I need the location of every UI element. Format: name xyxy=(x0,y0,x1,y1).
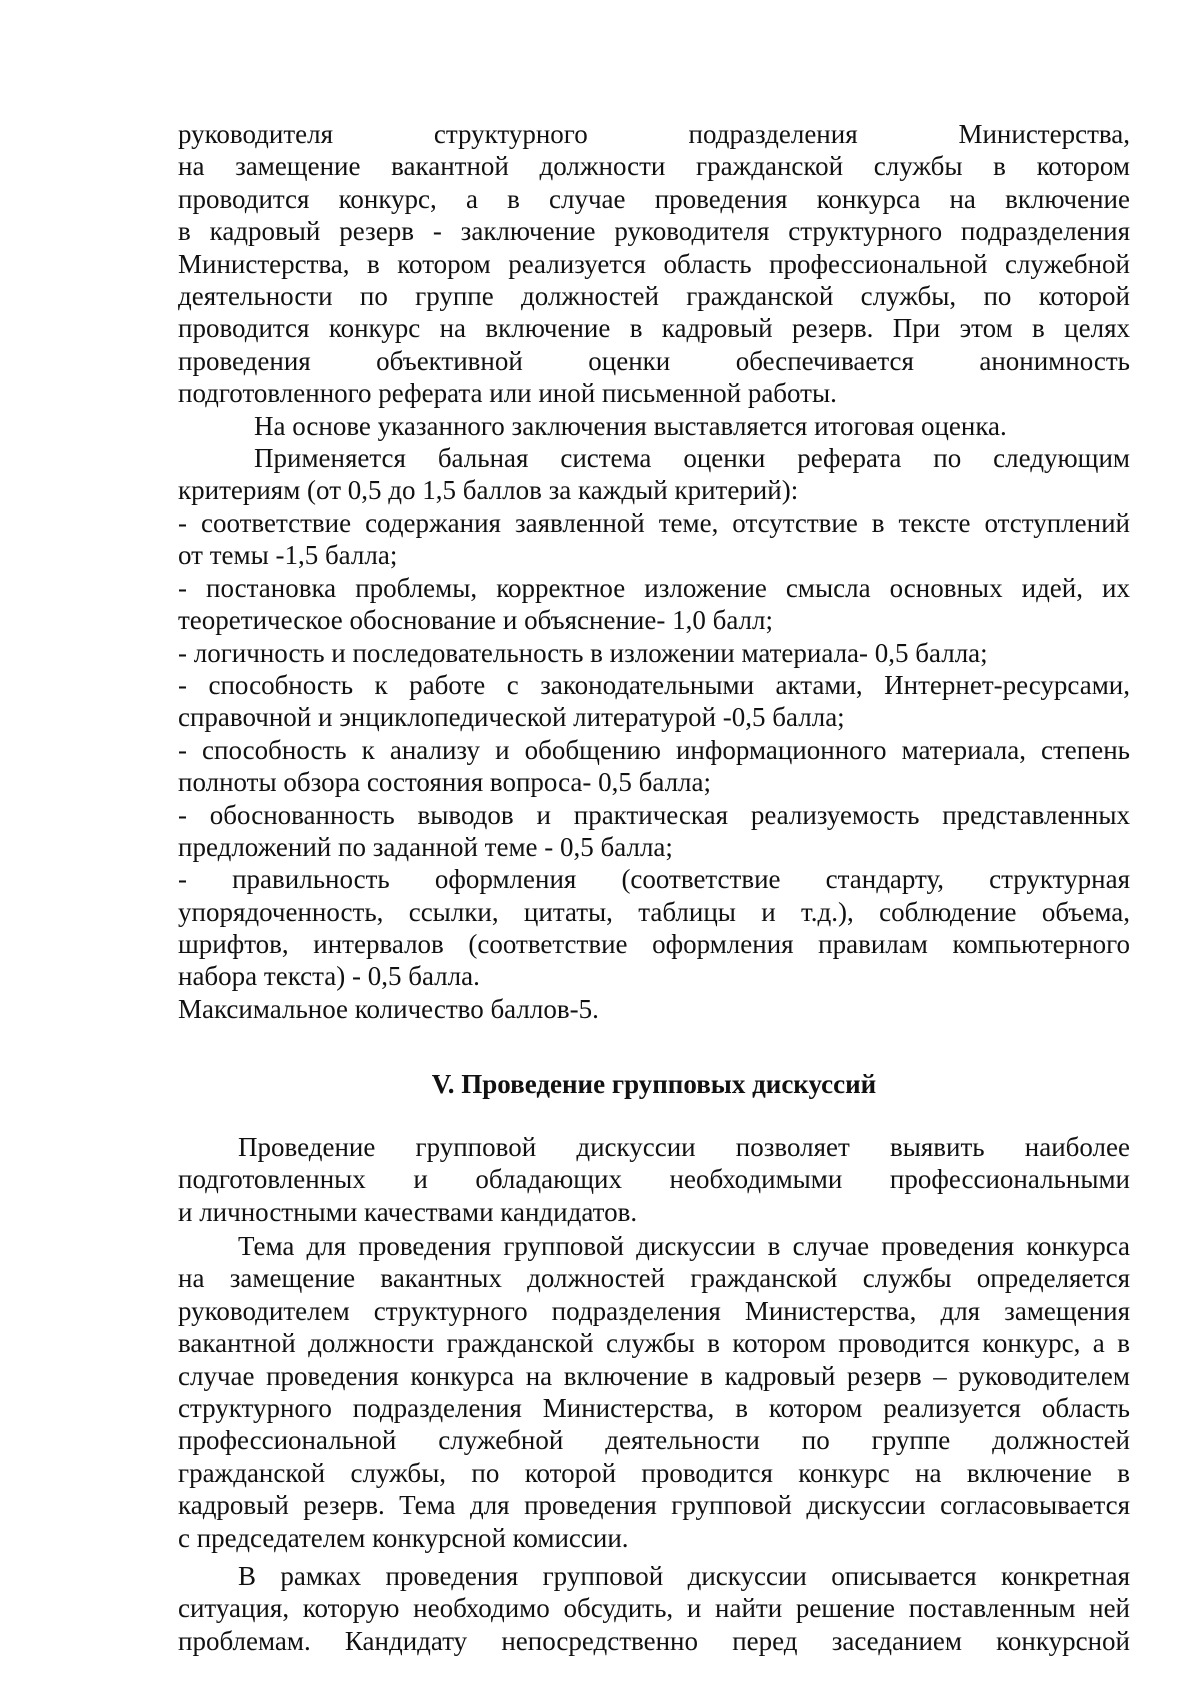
text-line: на замещение вакантной должности гражданской службы в котором xyxy=(178,151,1130,182)
text-line: проблемам. Кандидату непосредственно перед заседанием конкурсной xyxy=(178,1625,1130,1656)
criteria-list xyxy=(178,507,1130,1025)
criteria-line: - способность к анализу и обобщению информационного материала, степень xyxy=(178,734,1130,765)
criteria-line: - соответствие содержания заявленной теме, отсутствие в тексте отступлений xyxy=(178,508,1130,538)
paragraph-discussion-topic xyxy=(178,1230,1130,1554)
text-line: проводится конкурс, а в случае проведения конкурса на включение xyxy=(178,183,1130,214)
text-line: кадровый резерв. Тема для проведения групповой дискуссии согласовывается xyxy=(178,1490,1130,1521)
paragraph-final-assessment xyxy=(178,410,1130,442)
criteria-line: - способность к работе с законодательными актами, Интернет-ресурсами, xyxy=(178,669,1130,700)
text-line: и личностными качествами кандидатов. xyxy=(178,1196,638,1227)
criteria-line: теоретическое обоснование и объяснение- 1,0 балл; xyxy=(178,605,773,636)
criteria-line: набора текста) - 0,5 балла. xyxy=(178,961,480,992)
text-line: руководителем структурного подразделения Министерства, для замещения xyxy=(178,1295,1130,1326)
text-line: подготовленных и обладающих необходимыми профессиональными xyxy=(178,1164,1130,1195)
text-line: проводится конкурс на включение в кадровый резерв. При этом в целях xyxy=(178,313,1130,344)
text-line: случае проведения конкурса на включение в кадровый резерв – руководителем xyxy=(178,1360,1130,1391)
text-line: профессиональной служебной деятельности по группе должностей xyxy=(178,1425,1130,1456)
text-line: Проведение групповой дискуссии позволяет выявить наиболее xyxy=(238,1132,1130,1162)
text-line: гражданской службы, по которой проводится конкурс на включение в xyxy=(178,1457,1130,1488)
criteria-line: - логичность и последовательность в изложении материала- 0,5 балла; xyxy=(178,637,988,668)
text-line: Министерства, в котором реализуется область профессиональной служебной xyxy=(178,248,1130,279)
paragraph-criteria-intro xyxy=(178,442,1130,507)
text-line: Тема для проведения групповой дискуссии в случае проведения конкурса xyxy=(238,1231,1130,1261)
text-line: Применяется бальная система оценки реферата по следующим xyxy=(254,443,1130,473)
criteria-line: шрифтов, интервалов (соответствие оформления правилам компьютерного xyxy=(178,929,1130,960)
criteria-line: - постановка проблемы, корректное изложение смысла основных идей, их xyxy=(178,572,1130,603)
text-line: руководителя структурного подразделения Министерства, xyxy=(178,119,1130,149)
text-line: в кадровый резерв - заключение руководителя структурного подразделения xyxy=(178,216,1130,247)
criteria-line: от темы -1,5 балла; xyxy=(178,540,398,571)
text-line: В рамках проведения групповой дискуссии описывается конкретная xyxy=(238,1561,1130,1591)
text-line: На основе указанного заключения выставляется итоговая оценка. xyxy=(254,411,1007,441)
paragraph-discussion-situation xyxy=(178,1560,1130,1657)
text-line: с председателем конкурсной комиссии. xyxy=(178,1522,629,1553)
text-line: вакантной должности гражданской службы в котором проводится конкурс, а в xyxy=(178,1328,1130,1359)
text-line: структурного подразделения Министерства, в котором реализуется область xyxy=(178,1392,1130,1423)
text-line: критериям (от 0,5 до 1,5 баллов за каждый критерий): xyxy=(178,475,799,506)
text-line: подготовленного реферата или иной письменной работы. xyxy=(178,378,837,409)
paragraph-conclusion xyxy=(178,118,1130,410)
max-score-line: Максимальное количество баллов-5. xyxy=(178,993,599,1024)
text-line: ситуация, которую необходимо обсудить, и найти решение поставленным ней xyxy=(178,1593,1130,1624)
criteria-line: полноты обзора состояния вопроса- 0,5 балла; xyxy=(178,767,711,798)
criteria-line: - правильность оформления (соответствие стандарту, структурная xyxy=(178,864,1130,895)
criteria-line: предложений по заданной теме - 0,5 балла; xyxy=(178,831,673,862)
criteria-line: справочной и энциклопедической литературой -0,5 балла; xyxy=(178,702,845,733)
section-heading: V. Проведение групповых дискуссий xyxy=(431,1069,877,1099)
paragraph-discussion-purpose xyxy=(178,1131,1130,1228)
criteria-line: упорядоченность, ссылки, цитаты, таблицы и т.д.), соблюдение объема, xyxy=(178,896,1130,927)
text-line: проведения объективной оценки обеспечивается анонимность xyxy=(178,345,1130,376)
text-line: деятельности по группе должностей гражданской службы, по которой xyxy=(178,280,1130,311)
criteria-line: - обоснованность выводов и практическая реализуемость представленных xyxy=(178,799,1130,830)
text-line: на замещение вакантных должностей гражданской службы определяется xyxy=(178,1263,1130,1294)
